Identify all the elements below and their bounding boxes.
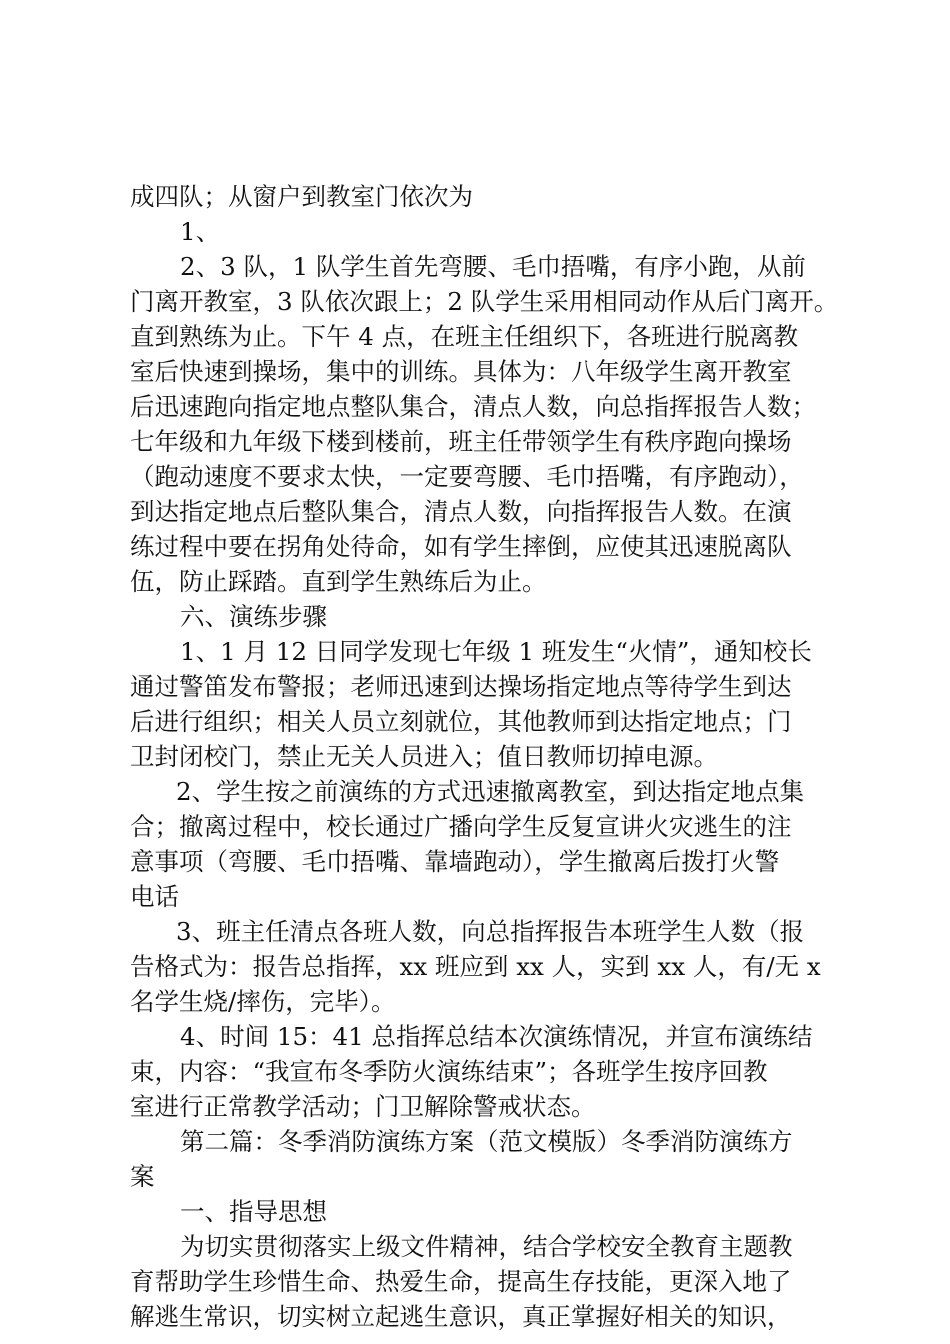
text-line: （跑动速度不要求太快，一定要弯腰、毛巾捂嘴，有序跑动）， [130,462,804,491]
text-line: 合；撤离过程中，校长通过广播向学生反复宣讲火灾逃生的注 [130,812,792,841]
text-line: 伍，防止踩踏。直到学生熟练后为止。 [130,567,547,596]
text-line: 案 [130,1162,155,1191]
text-line: 名学生烧/摔伤，完毕）。 [130,987,396,1016]
text-line: 意事项（弯腰、毛巾捂嘴、靠墙跑动），学生撤离后拨打火警 [130,847,780,876]
text-line: 4、时间 15：41 总指挥总结本次演练情况，并宣布演练结 [180,1022,813,1051]
text-line: 2、3 队，1 队学生首先弯腰、毛巾捂嘴，有序小跑，从前 [180,252,806,281]
text-line: 门离开教室，3 队依次跟上；2 队学生采用相同动作从后门离开。 [130,287,839,316]
text-line: 后进行组织；相关人员立刻就位，其他教师到达指定地点；门 [130,707,792,736]
section-heading: 一、指导思想 [180,1197,327,1226]
text-line: 1、1 月 12 日同学发现七年级 1 班发生“火情”，通知校长 [180,637,812,666]
section-heading: 第二篇：冬季消防演练方案（范文模版）冬季消防演练方 [180,1127,793,1156]
text-line: 卫封闭校门，禁止无关人员进入；值日教师切掉电源。 [130,742,718,771]
text-line: 练过程中要在拐角处待命，如有学生摔倒，应使其迅速脱离队 [130,532,792,561]
text-line: 直到熟练为止。下午 4 点，在班主任组织下，各班进行脱离教 [130,322,799,351]
text-line: 解逃生常识，切实树立起逃生意识，真正掌握好相关的知识， [130,1302,792,1331]
text-line: 成四队；从窗户到教室门依次为 [130,182,473,211]
text-line: 告格式为：报告总指挥，xx 班应到 xx 人，实到 xx 人，有/无 x [130,952,821,981]
text-line: 室进行正常教学活动；门卫解除警戒状态。 [130,1092,596,1121]
text-line: 1、 [180,217,221,246]
text-line: 室后快速到操场，集中的训练。具体为：八年级学生离开教室 [130,357,792,386]
text-line: 到达指定地点后整队集合，清点人数，向指挥报告人数。在演 [130,497,792,526]
section-heading: 六、演练步骤 [180,602,327,631]
text-line: 七年级和九年级下楼到楼前，班主任带领学生有秩序跑向操场 [130,427,792,456]
text-line: 育帮助学生珍惜生命、热爱生命，提高生存技能，更深入地了 [130,1267,792,1296]
text-line: 电话 [130,882,179,911]
text-line: 为切实贯彻落实上级文件精神，结合学校安全教育主题教 [180,1232,793,1261]
text-line: 2、学生按之前演练的方式迅速撤离教室，到达指定地点集 [176,777,805,806]
text-line: 束，内容：“我宣布冬季防火演练结束”；各班学生按序回教 [130,1057,768,1086]
text-line: 通过警笛发布警报；老师迅速到达操场指定地点等待学生到达 [130,672,792,701]
text-line: 3、班主任清点各班人数，向总指挥报告本班学生人数（报 [176,917,805,946]
text-line: 后迅速跑向指定地点整队集合，清点人数，向总指挥报告人数； [130,392,816,421]
